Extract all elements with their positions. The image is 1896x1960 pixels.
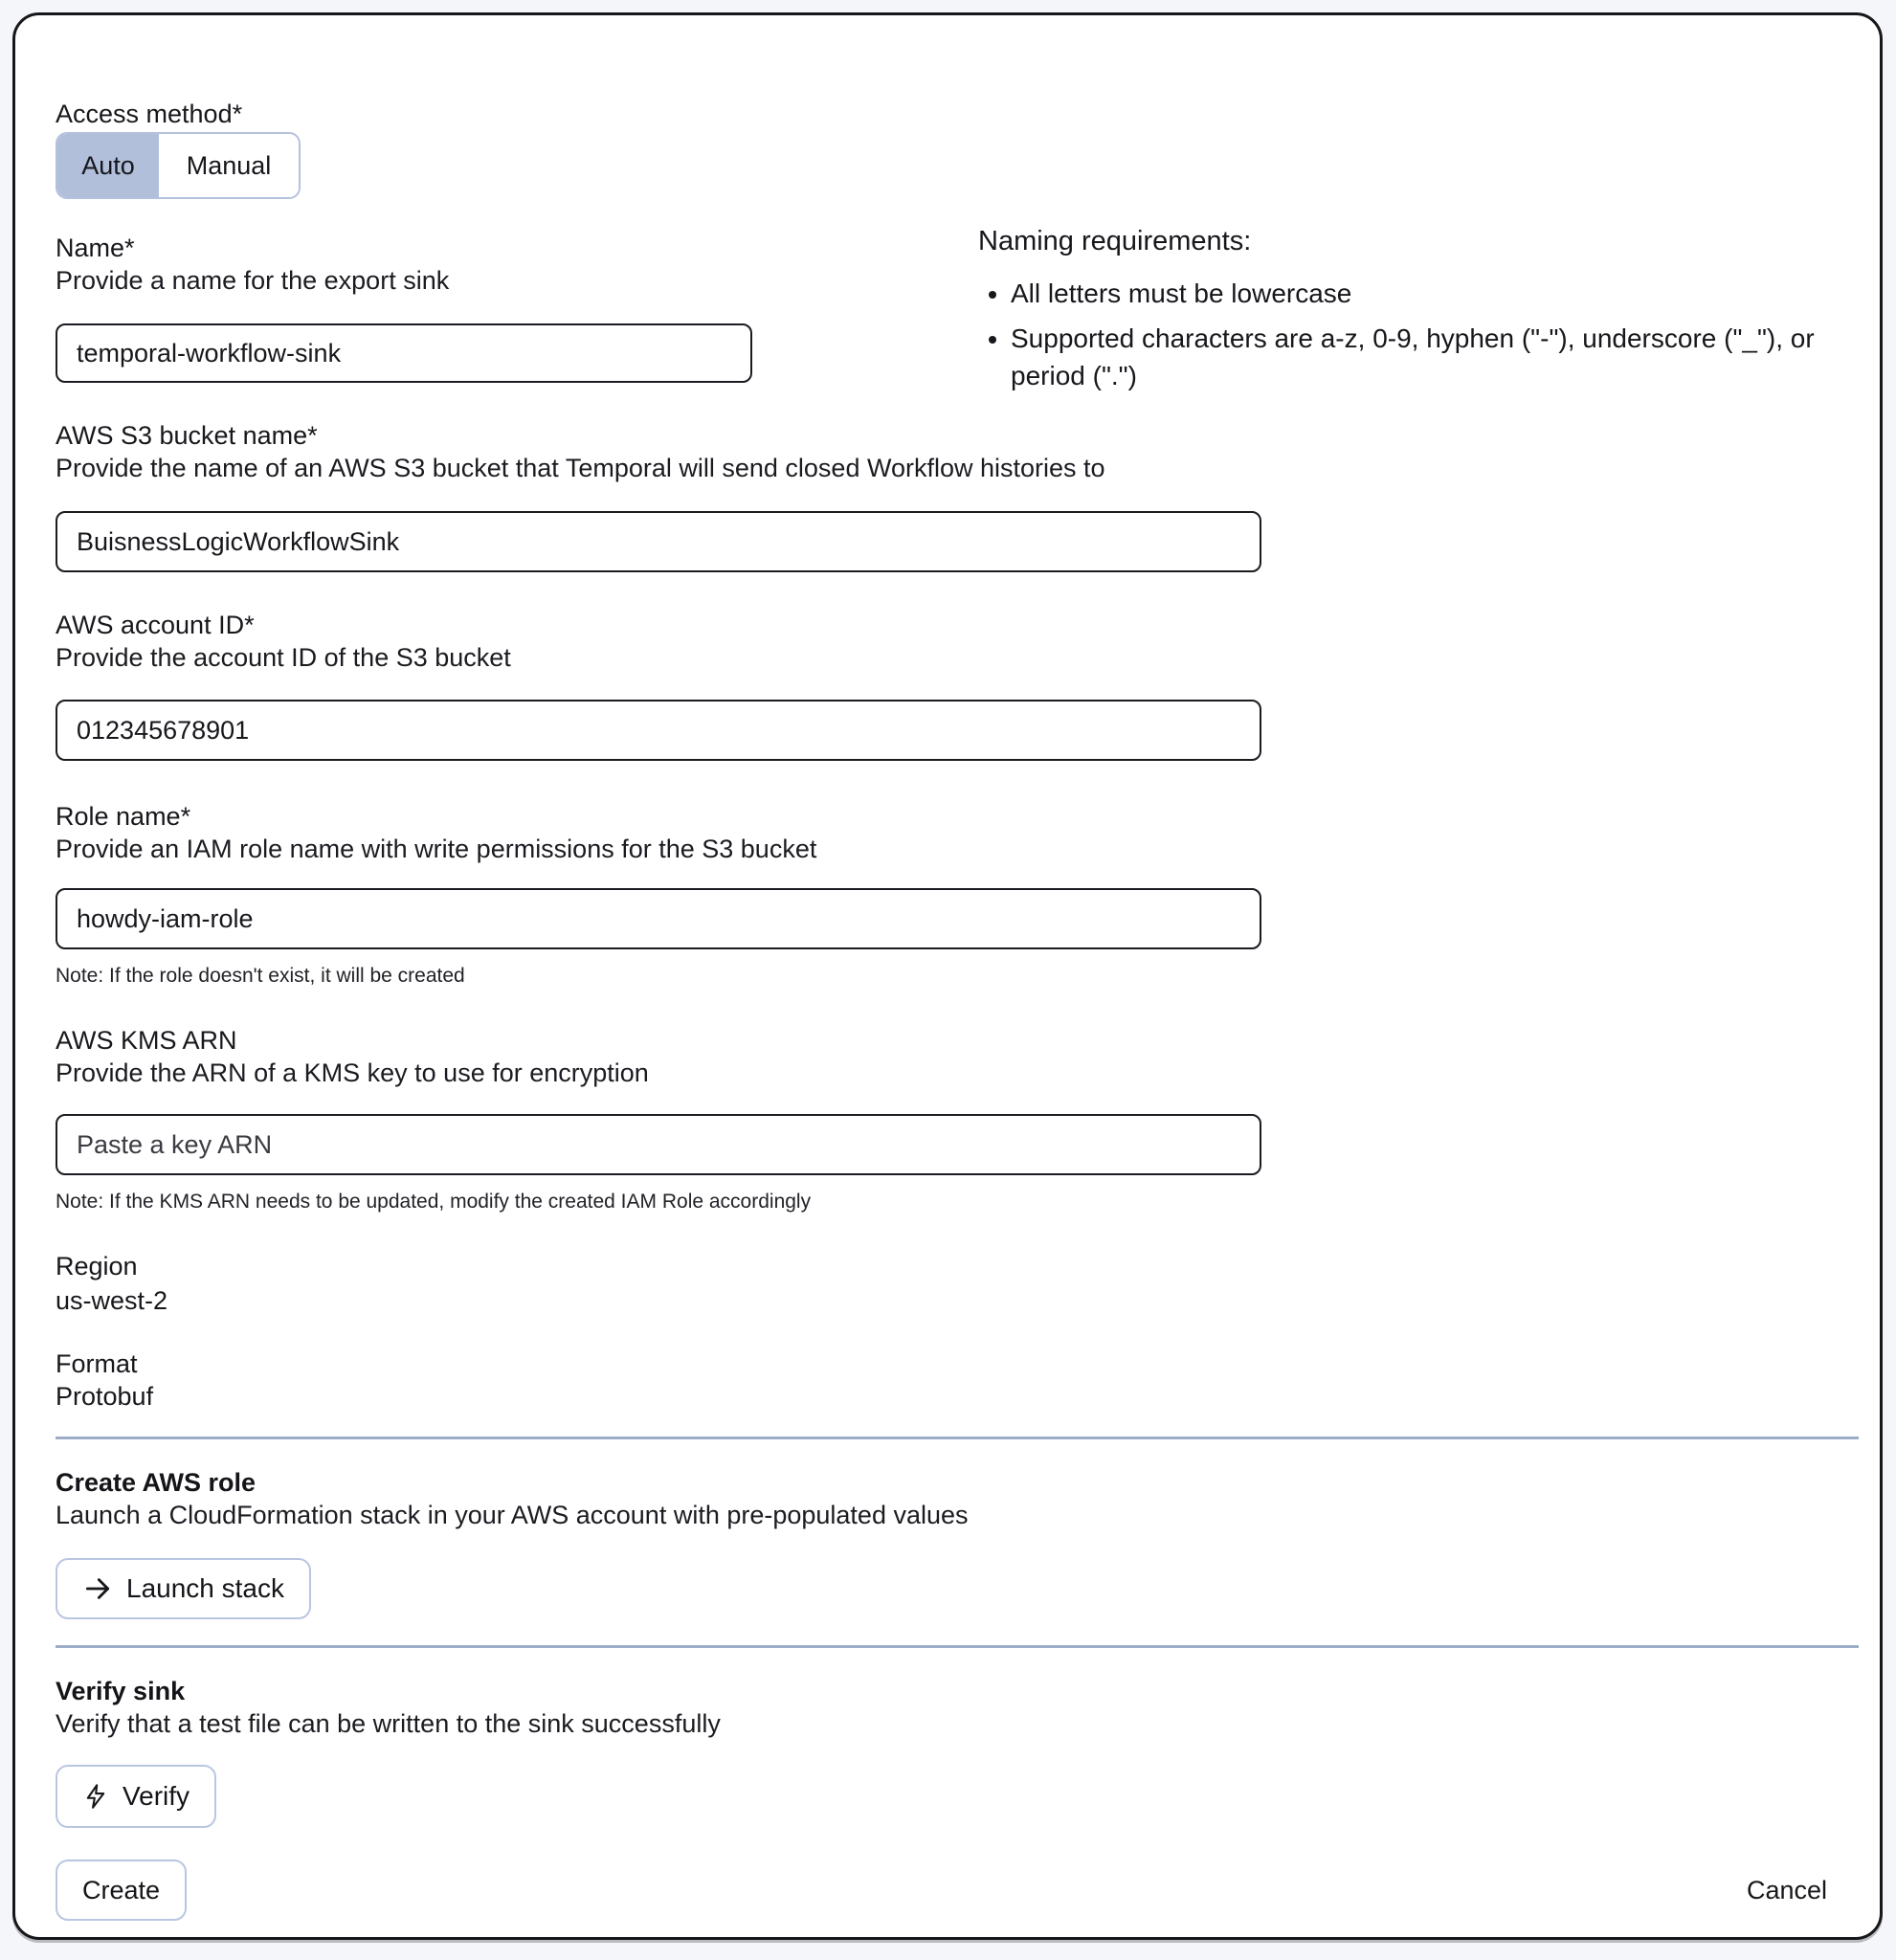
naming-requirements-list [1011,275,1872,394]
bucket-input[interactable] [56,511,1261,572]
account-id-description: Provide the account ID of the S3 bucket [56,643,511,672]
launch-stack-button[interactable] [56,1558,311,1619]
launch-stack-button-label: Launch stack [126,1573,284,1603]
export-sink-form-card [12,12,1883,1940]
create-aws-role-description: Launch a CloudFormation stack in your AWS account with pre-populated values [56,1501,969,1529]
role-name-description: Provide an IAM role name with write permissions for the S3 bucket [56,835,817,863]
naming-requirements-title: Naming requirements: [978,226,1252,256]
divider [56,1645,1859,1648]
verify-button[interactable] [56,1765,216,1828]
access-method-option-auto[interactable] [57,134,159,197]
cancel-link[interactable]: Cancel [1746,1876,1827,1904]
naming-requirements [978,226,1872,402]
kms-arn-note: Note: If the KMS ARN needs to be updated, modify the created IAM Role accordingly [56,1191,812,1213]
naming-requirement-item: • Supported characters are a-z, 0-9, hyphen ("-"), underscore ("_"), or period (".") [1011,320,1872,394]
account-id-label: AWS account ID* [56,611,255,639]
divider [56,1437,1859,1439]
name-input[interactable] [56,323,752,383]
verify-sink-title: Verify sink [56,1677,186,1705]
create-aws-role-title: Create AWS role [56,1468,257,1497]
access-method-option-auto-label: Auto [81,150,135,180]
access-method-label: Access method* [56,100,243,128]
access-method-toggle [56,132,301,199]
format-value: Protobuf [56,1382,154,1411]
naming-requirement-item: • All letters must be lowercase [1011,275,1872,312]
role-name-note: Note: If the role doesn't exist, it will be created [56,965,465,987]
kms-arn-input[interactable] [56,1114,1261,1175]
account-id-input[interactable] [56,700,1261,761]
bucket-description: Provide the name of an AWS S3 bucket that Temporal will send closed Workflow histories to [56,454,1105,482]
role-name-label: Role name* [56,802,191,831]
name-description: Provide a name for the export sink [56,266,450,295]
kms-arn-description: Provide the ARN of a KMS key to use for encryption [56,1058,649,1087]
access-method-option-manual-label: Manual [186,150,272,180]
create-button[interactable] [56,1860,187,1921]
kms-arn-label: AWS KMS ARN [56,1026,237,1055]
verify-button-label: Verify [123,1781,190,1811]
region-value: us-west-2 [56,1286,168,1315]
name-label: Name* [56,234,135,262]
access-method-option-manual[interactable] [159,134,299,197]
lightning-icon [82,1783,109,1810]
create-button-label: Create [82,1875,161,1904]
region-label: Region [56,1252,138,1281]
verify-sink-description: Verify that a test file can be written to the sink successfully [56,1709,721,1738]
format-label: Format [56,1349,138,1378]
arrow-right-icon [82,1573,113,1604]
role-name-input[interactable] [56,888,1261,949]
bucket-label: AWS S3 bucket name* [56,421,318,450]
